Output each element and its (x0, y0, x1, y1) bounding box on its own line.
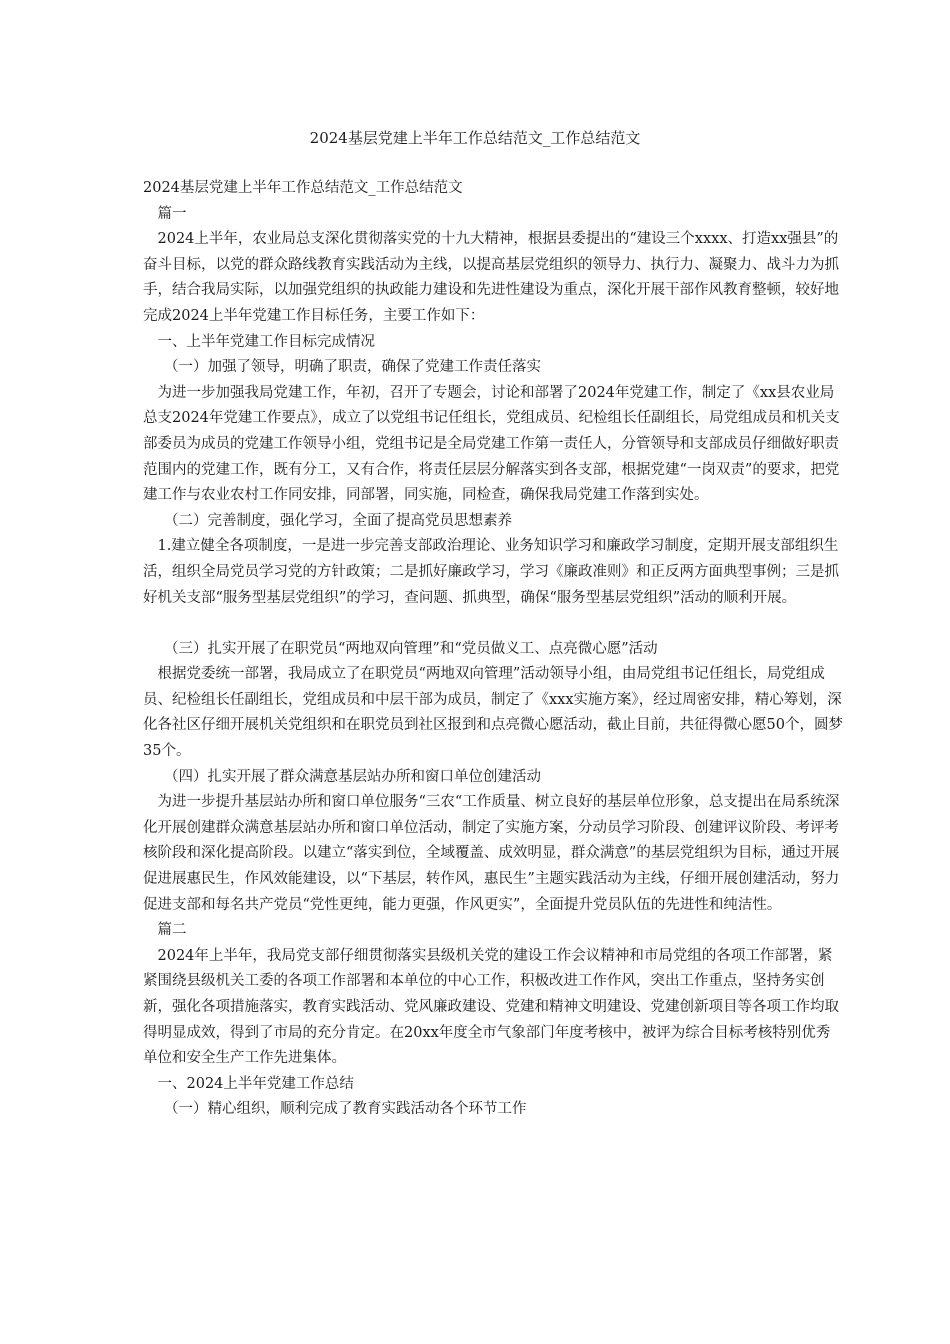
section-heading: 一、2024上半年党建工作总结 (157, 1075, 354, 1092)
body-paragraph: 2024上半年，农业局总支深化贯彻落实党的十九大精神，根据县委提出的“建设三个xxxx、打造xx强县”的奋斗目标，以党的群众路线教育实践活动为主线，以提高基层党组织的领导力、执行力、凝聚力、战斗力为抓手，结合我局实际，以加强党组织的执政能力建设和先进性建设为重点，深化开展干部作风教育整顿，较好地完成2024上半年党建工作目标任务，主要工作如下： (143, 231, 839, 324)
section-label-part-two: 篇二 (157, 922, 187, 939)
subsection-heading: （三）扎实开展了在职党员“两地双向管理”和“党员做义工、点亮微心愿”活动 (164, 640, 658, 657)
body-paragraph: 根据党委统一部署，我局成立了在职党员“两地双向管理”活动领导小组，由局党组书记任组长，局党组成员、纪检组长任副组长，党组成员和中层干部为成员，制定了《xxx实施方案》，经过周密安排，精心筹划，深化各社区仔细开展机关党组织和在职党员到社区报到和点亮微心愿活动，截止目前，共征得微心愿50个，圆梦35个。 (143, 666, 843, 760)
body-paragraph: 2024年上半年，我局党支部仔细贯彻落实县级机关党的建设工作会议精神和市局党组的各项工作部署，紧紧围绕县级机关工委的各项工作部署和本单位的中心工作，积极改进工作作风，突出工作重点，坚持务实创新，强化各项措施落实，教育实践活动、党风廉政建设、党建和精神文明建设、党建创新项目等各项工作均取得明显成效，得到了市局的充分肯定。在20xx年度全市气象部门年度考核中，被评为综合目标考核特别优秀单位和安全生产工作先进集体。 (143, 947, 839, 1067)
subtitle-line: 2024基层党建上半年工作总结范文_工作总结范文 (143, 180, 463, 196)
subsection-heading: （四）扎实开展了群众满意基层站办所和窗口单位创建活动 (164, 768, 542, 785)
body-paragraph: 1.建立健全各项制度，一是进一步完善支部政治理论、业务知识学习和廉政学习制度，定期开展支部组织生活，组织全局党员学习党的方针政策；二是抓好廉政学习，学习《廉政准则》和正反两方面典型事例；三是抓好机关支部“服务型基层党组织”的学习，查问题、抓典型，确保“服务型基层党组织”活动的顺利开展。 (143, 538, 839, 606)
blank-line (143, 611, 843, 637)
section-heading: 一、上半年党建工作目标完成情况 (157, 333, 375, 350)
document-body (143, 176, 843, 1123)
body-paragraph: 为进一步加强我局党建工作，年初，召开了专题会，讨论和部署了2024年党建工作，制定了《xx县农业局总支2024年党建工作要点》，成立了以党组书记任组长，党组成员、纪检组长任副组长，局党组成员和机关支部委员为成员的党建工作领导小组，党组书记是全局党建工作第一责任人，分管领导和支部成员仔细做好职责范围内的党建工作，既有分工，又有合作，将责任层层分解落实到各支部，根据党建“一岗双责”的要求，把党建工作与农业农村工作同安排，同部署，同实施，同检查，确保我局党建工作落到实处。 (143, 384, 840, 504)
document-title: 2024基层党建上半年工作总结范文_工作总结范文 (309, 129, 641, 147)
subsection-heading: （一）加强了领导，明确了职责，确保了党建工作责任落实 (164, 359, 542, 376)
subsection-heading: （二）完善制度，强化学习，全面了提高党员思想素养 (164, 512, 513, 529)
section-label-part-one: 篇一 (157, 205, 187, 222)
subsection-heading: （一）精心组织，顺利完成了教育实践活动各个环节工作 (164, 1101, 527, 1118)
body-paragraph: 为进一步提升基层站办所和窗口单位服务“三农“工作质量、树立良好的基层单位形象，总支提出在局系统深化开展创建群众满意基层站办所和窗口单位活动，制定了实施方案，分动员学习阶段、创建评议阶段、考评考核阶段和深化提高阶段。以建立“落实到位，全域覆盖、成效明显，群众满意”的基层党组织为目标，通过开展促进展惠民生，作风效能建设，以“下基层，转作风，惠民生”主题实践活动为主线，仔细开展创建活动，努力促进支部和每名共产党员“党性更纯，能力更强，作风更实”，全面提升党员队伍的先进性和纯洁性。 (143, 794, 840, 913)
